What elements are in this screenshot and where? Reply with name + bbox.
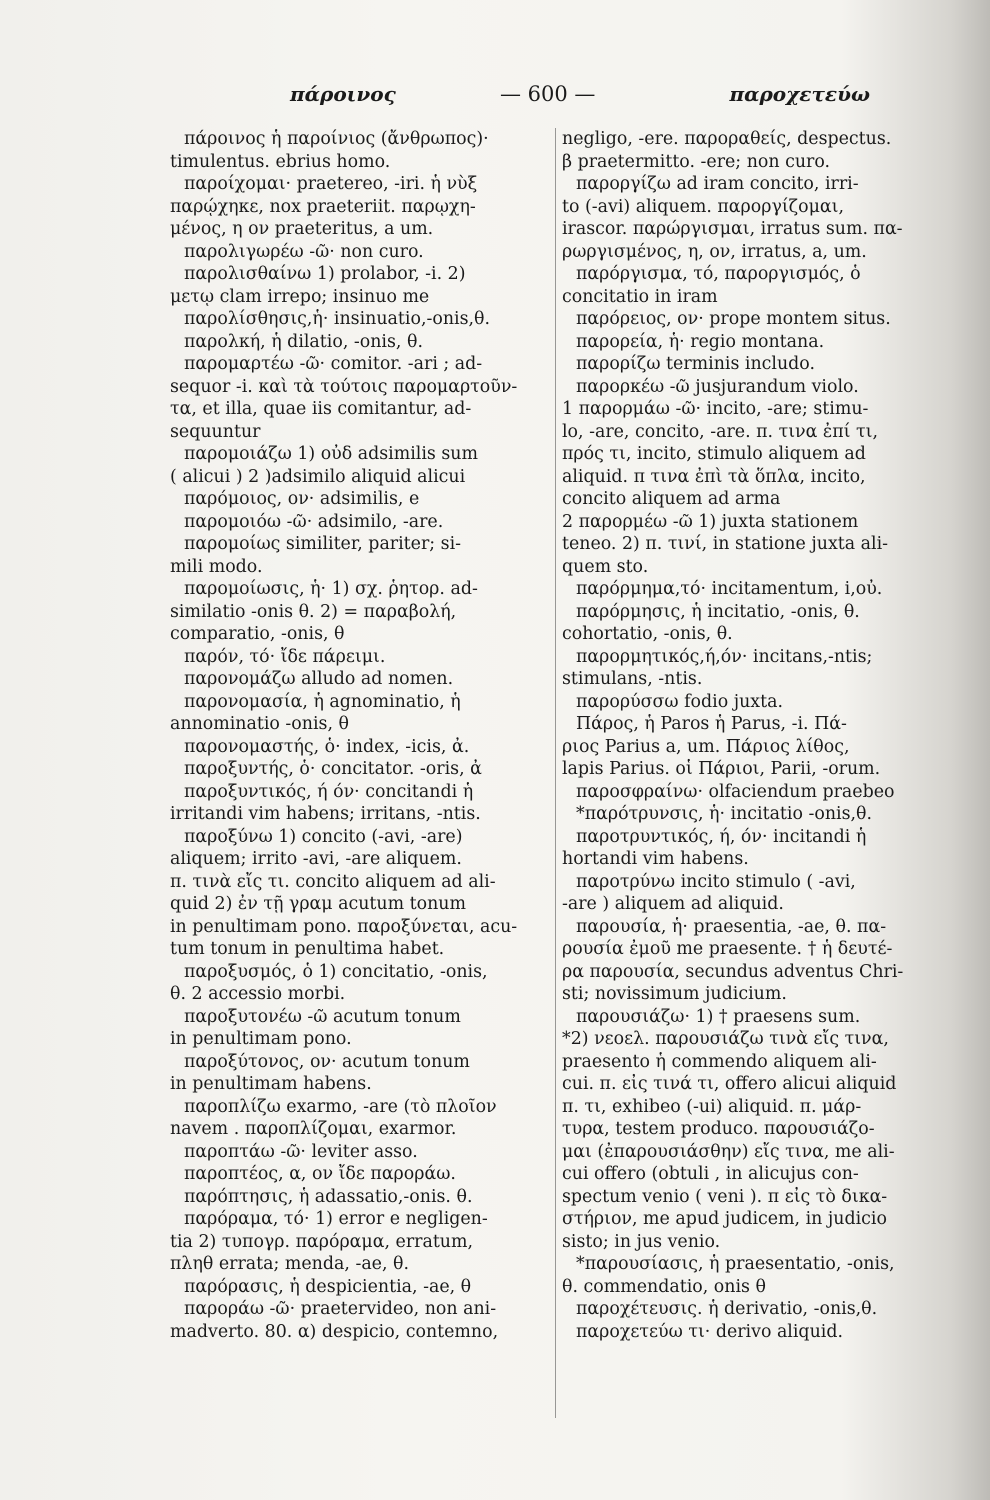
entry-line: πρός τι, incito, stimulo aliquem ad [562,444,866,464]
entry-line: tum tonum in penultima habet. [170,939,445,959]
entry-line: navem . παροπλίζομαι, exarmor. [170,1119,457,1139]
entry-line: παρονομαστής, ὁ· index, -icis, ἀ. [184,736,470,757]
header-last-word: παροχετεύω [729,82,870,106]
entry-line: sisto; in jus venio. [562,1231,721,1252]
entry-line: παρόν, τό· ἴδε πάρειμι. [184,646,386,667]
entry-line: παρονομασία, ἡ agnominatio, ἡ [184,691,461,712]
entry-line: in penultimam pono. παροξύνεται, acu- [170,916,518,937]
entry-line: ( alicui ) 2 )adsimilo aliquid alicui [170,466,466,487]
entry-line: in penultimam habens. [170,1074,372,1094]
entry-line: παρομοιόω -ῶ· adsimilo, -are. [184,511,444,532]
entry-line: παρουσία, ἡ· praesentia, -ae, θ. πα- [576,916,887,937]
page-number: — 600 — [500,82,596,106]
entry-line: τα, et illa, quae iis comitantur, ad- [170,399,472,419]
entry-line: lo, -are, concito, -are. π. τινα ἐπί τι, [562,421,878,442]
entry-line: sequor -i. καὶ τὰ τούτοις παρομαρτοῦν- [170,376,518,397]
entry-line: μένος, η ον praeteritus, a um. [170,219,434,239]
entry-line: madverto. 80. α) despicio, contemno, [170,1321,499,1342]
page-header [170,82,870,112]
entry-line: teneo. 2) π. τινί, in statione juxta ali- [562,534,889,554]
entry-line: παροτρυντικός, ή, όν· incitandi ἡ [576,826,867,847]
entry-line: παροξυτονέω -ῶ acutum tonum [184,1006,461,1027]
entry-line: παρολίσθησις,ἡ· insinuatio,-onis,θ. [184,309,491,329]
entry-line: 1 παρορμάω -ῶ· incito, -are; stimu- [562,399,869,419]
entry-line: irascor. παρώργισμαι, irratus sum. πα- [562,219,903,239]
entry-line: παρόρειος, ον· prope montem situs. [576,309,891,329]
entry-line: παροξυσμός, ὁ 1) concitatio, -onis, [184,961,488,982]
entry-line: παροξύνω 1) concito (-avi, -are) [184,826,463,847]
entry-line: παρομαρτέω -ῶ· comitor. -ari ; ad- [184,354,483,374]
entry-line: π. τινὰ εἴς τι. concito aliquem ad ali- [170,871,496,892]
entry-line: comparatio, -onis, θ [170,624,345,644]
entry-line: concitatio in iram [562,286,718,307]
entry-line: παρόρμησις, ἡ incitatio, -onis, θ. [576,601,860,622]
entry-line: παροργίζω ad iram concito, irri- [576,174,859,194]
entry-line: παρολιγωρέω -ῶ· non curo. [184,241,424,262]
entry-line: negligo, -ere. παροραθείς, despectus. [562,129,892,149]
entry-line: παρονομάζω alludo ad nomen. [184,669,454,689]
entry-line: παρορκέω -ῶ jusjurandum violo. [576,376,859,397]
entry-line: stimulans, -ntis. [562,669,703,689]
entry-line: *παρότρυνσις, ἡ· incitatio -onis,θ. [576,804,873,824]
entry-line: παρουσιάζω· 1) † praesens sum. [576,1006,861,1027]
entry-line: παροχέτευσις. ἡ derivatio, -onis,θ. [576,1299,878,1319]
entry-line: παρορίζω terminis includo. [576,354,815,374]
entry-line: παρόρασις, ἡ despicientia, -ae, θ [184,1276,472,1297]
entry-line: lapis Parius. οἱ Πάριοι, Parii, -orum. [562,759,881,779]
entry-line: cui. π. εἰς τινά τι, offero alicui aliquid [562,1074,897,1094]
entry-line: hortandi vim habens. [562,849,749,869]
entry-line: aliquem; irrito -avi, -are aliquem. [170,849,462,869]
entry-line: π. τι, exhibeo (-ui) aliquid. π. μάρ- [562,1096,862,1117]
entry-line: μετῳ clam irrepo; insinuo me [170,286,430,307]
entry-line: παρομοιάζω 1) οὐδ adsimilis sum [184,444,478,464]
entry-line: παρῴχηκε, nox praeteriit. παρῳχη- [170,196,476,217]
entry-line: Πάρος, ἡ Paros ἡ Parus, -i. Πά- [576,714,847,734]
entry-line: to (-avi) aliquem. παροργίζομαι, [562,196,844,217]
entry-line: annominatio -onis, θ [170,714,349,734]
right-column [562,128,944,1428]
entry-line: quid 2) ἐν τῇ γραμ acutum tonum [170,894,466,914]
entry-line: cohortatio, -onis, θ. [562,624,733,644]
entry-line: παρομοίωσις, ἡ· 1) σχ. ῥητορ. ad- [184,579,478,599]
entry-line: παρομοίως similiter, pariter; si- [184,534,462,554]
entry-line: praesento ἡ commendo aliquem ali- [562,1051,877,1072]
entry-line: timulentus. ebrius homo. [170,151,391,172]
entry-line: παροξυντής, ὁ· concitator. -oris, ἀ [184,759,482,779]
entry-line: ρα παρουσία, secundus adventus Chri- [562,961,904,982]
entry-line: παροράω -ῶ· praetervideo, non ani- [184,1299,497,1319]
entry-line: παροπτάω -ῶ· leviter asso. [184,1141,418,1162]
entry-line: μαι (ἐπαρουσιάσθην) εἴς τινα, me ali- [562,1141,895,1162]
entry-line: quem sto. [562,556,649,577]
entry-line: aliquid. π τινα ἐπὶ τὰ ὅπλα, incito, [562,466,866,487]
entry-line: στήριον, me apud judicem, in judicio [562,1209,887,1229]
entry-line: παροτρύνω incito stimulo ( -avi, [576,871,856,892]
entry-line: spectum venio ( veni ). π εἰς τὸ δικα- [562,1186,888,1207]
entry-line: -are ) aliquem ad aliquid. [562,894,784,914]
entry-line: similatio -onis θ. 2) = παραβολή, [170,601,457,622]
entry-line: παρολκή, ἡ dilatio, -onis, θ. [184,331,423,352]
entry-line: παροξύτονος, ον· acutum tonum [184,1051,470,1072]
entry-line: irritandi vim habens; irritans, -ntis. [170,804,481,824]
column-divider [555,128,556,1418]
entry-line: sti; novissimum judicium. [562,984,787,1004]
entry-line: παρόργισμα, τό, παροργισμός, ὁ [576,264,861,284]
entry-line: παρορύσσω fodio juxta. [576,691,783,712]
entry-line: tia 2) τυπογρ. παρόραμα, erratum, [170,1231,474,1252]
entry-line: παρολισθαίνω 1) prolabor, -i. 2) [184,264,466,284]
entry-line: ριος Parius a, um. Πάριος λίθος, [562,736,850,757]
entry-line: 2 παρορμέω -ῶ 1) juxta stationem [562,511,859,532]
entry-line: παρόραμα, τό· 1) error e negligen- [184,1209,488,1229]
entry-line: cui offero (obtuli , in alicujus con- [562,1164,859,1184]
entry-line: παρόμοιος, ον· adsimilis, e [184,489,420,509]
entry-line: παροπτέος, α, ον ἴδε παροράω. [184,1164,456,1184]
entry-line: ρουσία ἐμοῦ me praesente. † ἡ δευτέ- [562,939,893,959]
entry-line: concito aliquem ad arma [562,489,781,509]
entry-line: in penultimam pono. [170,1029,352,1049]
entry-line: sequuntur [170,421,261,442]
entry-line: *παρουσίασις, ἡ praesentatio, -onis, [576,1254,895,1274]
entry-line: παρορεία, ἡ· regio montana. [576,331,825,352]
entry-line: παρόπτησις, ἡ adassatio,-onis. θ. [184,1186,473,1207]
header-first-word: πάροινος [290,82,396,106]
entry-line: παροσφραίνω· olfaciendum praebeo [576,781,895,802]
entry-line: παροξυντικός, ή όν· concitandi ἡ [184,781,474,802]
entry-line: θ. 2 accessio morbi. [170,984,346,1004]
entry-line: mili modo. [170,556,263,577]
entry-line: τυρα, testem produco. παρουσιάζο- [562,1119,875,1139]
entry-line: *2) νεοελ. παρουσιάζω τινὰ εἴς τινα, [562,1029,889,1049]
entry-line: παροχετεύω τι· derivo aliquid. [576,1321,843,1342]
entry-line: πληθ errata; menda, -ae, θ. [170,1254,410,1274]
entry-line: παροίχομαι· praetereo, -iri. ἡ νὺξ [184,174,478,194]
entry-line: παρόρμημα,τό· incitamentum, i,οὐ. [576,579,883,599]
left-column [170,128,552,1428]
entry-line: θ. commendatio, onis θ [562,1276,766,1297]
entry-line: παροπλίζω exarmo, -are (τὸ πλοῖον [184,1096,497,1117]
entry-line: ρωργισμένος, η, ον, irratus, a, um. [562,241,867,262]
entry-line: πάροινος ἡ παροίνιος (ἄνθρωπος)· [184,129,489,149]
entry-line: παρορμητικός,ή,όν· incitans,-ntis; [576,646,873,667]
entry-line: β praetermitto. -ere; non curo. [562,151,831,172]
